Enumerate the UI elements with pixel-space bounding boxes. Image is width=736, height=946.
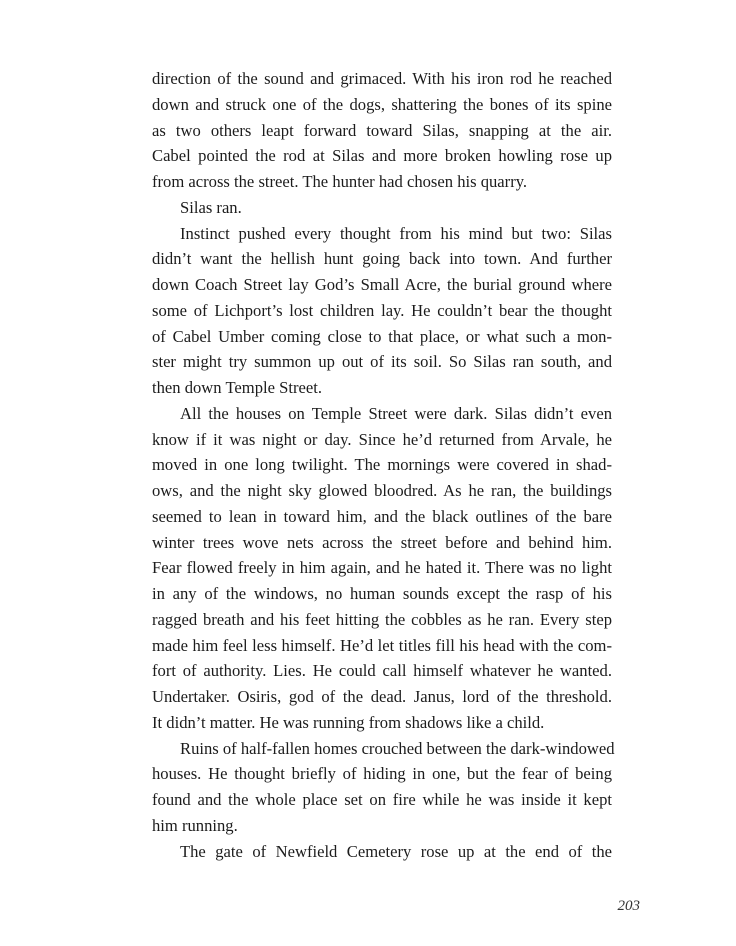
text-line: made him feel less himself. He’d let titles fill his head with the com-	[152, 635, 612, 655]
text-line: in any of the windows, no human sounds except the rasp of his	[152, 584, 612, 603]
text-line: Ruins of half-fallen homes crouched between the dark-windowed	[180, 738, 615, 758]
text-line: Fear flowed freely in him again, and he hated it. There was no light	[152, 558, 612, 578]
text-line: direction of the sound and grimaced. With his iron rod he reached	[152, 69, 612, 88]
text-line: Undertaker. Osiris, god of the dead. Janus, lord of the threshold.	[152, 687, 612, 706]
text-line: then down Temple Street.	[152, 378, 322, 397]
text-line: Cabel pointed the rod at Silas and more broken howling rose up	[152, 146, 612, 166]
text-line: ster might try summon up out of its soil. So Silas ran south, and	[152, 352, 612, 372]
text-line: Silas ran.	[180, 197, 242, 217]
text-line: houses. He thought briefly of hiding in one, but the fear of being	[152, 764, 612, 784]
text-line: It didn’t matter. He was running from shadows like a child.	[152, 712, 545, 732]
text-line: found and the whole place set on fire while he was inside it kept	[152, 790, 612, 809]
text-line: down and struck one of the dogs, shattering the bones of its spine	[152, 94, 612, 114]
page-number: 203	[617, 898, 640, 914]
text-line: some of Lichport’s lost children lay. He couldn’t bear the thought	[152, 300, 612, 320]
text-line: down Coach Street lay God’s Small Acre, the burial ground where	[152, 275, 612, 294]
text-line: ragged breath and his feet hitting the cobbles as he ran. Every step	[152, 609, 612, 629]
text-line: know if it was night or day. Since he’d returned from Arvale, he	[152, 429, 612, 449]
text-line: seemed to lean in toward him, and the black outlines of the bare	[152, 506, 612, 526]
text-line: as two others leapt forward toward Silas, snapping at the air.	[152, 120, 612, 140]
text-line: of Cabel Umber coming close to that place, or what such a mon-	[152, 326, 612, 346]
text-line: fort of authority. Lies. He could call himself whatever he wanted.	[152, 661, 612, 681]
text-line: The gate of Newfield Cemetery rose up at the end of the	[180, 841, 612, 861]
text-line: Instinct pushed every thought from his mind but two: Silas	[180, 223, 612, 243]
text-line: ows, and the night sky glowed bloodred. As he ran, the buildings	[152, 481, 612, 500]
page-body-text	[152, 66, 615, 864]
text-line: moved in one long twilight. The mornings were covered in shad-	[152, 455, 612, 475]
text-line: him running.	[152, 815, 238, 835]
text-line: All the houses on Temple Street were dark. Silas didn’t even	[180, 403, 612, 423]
text-line: from across the street. The hunter had chosen his quarry.	[152, 172, 528, 191]
text-line: winter trees wove nets across the street before and behind him.	[152, 532, 612, 552]
text-line: didn’t want the hellish hunt going back into town. And further	[152, 249, 612, 269]
